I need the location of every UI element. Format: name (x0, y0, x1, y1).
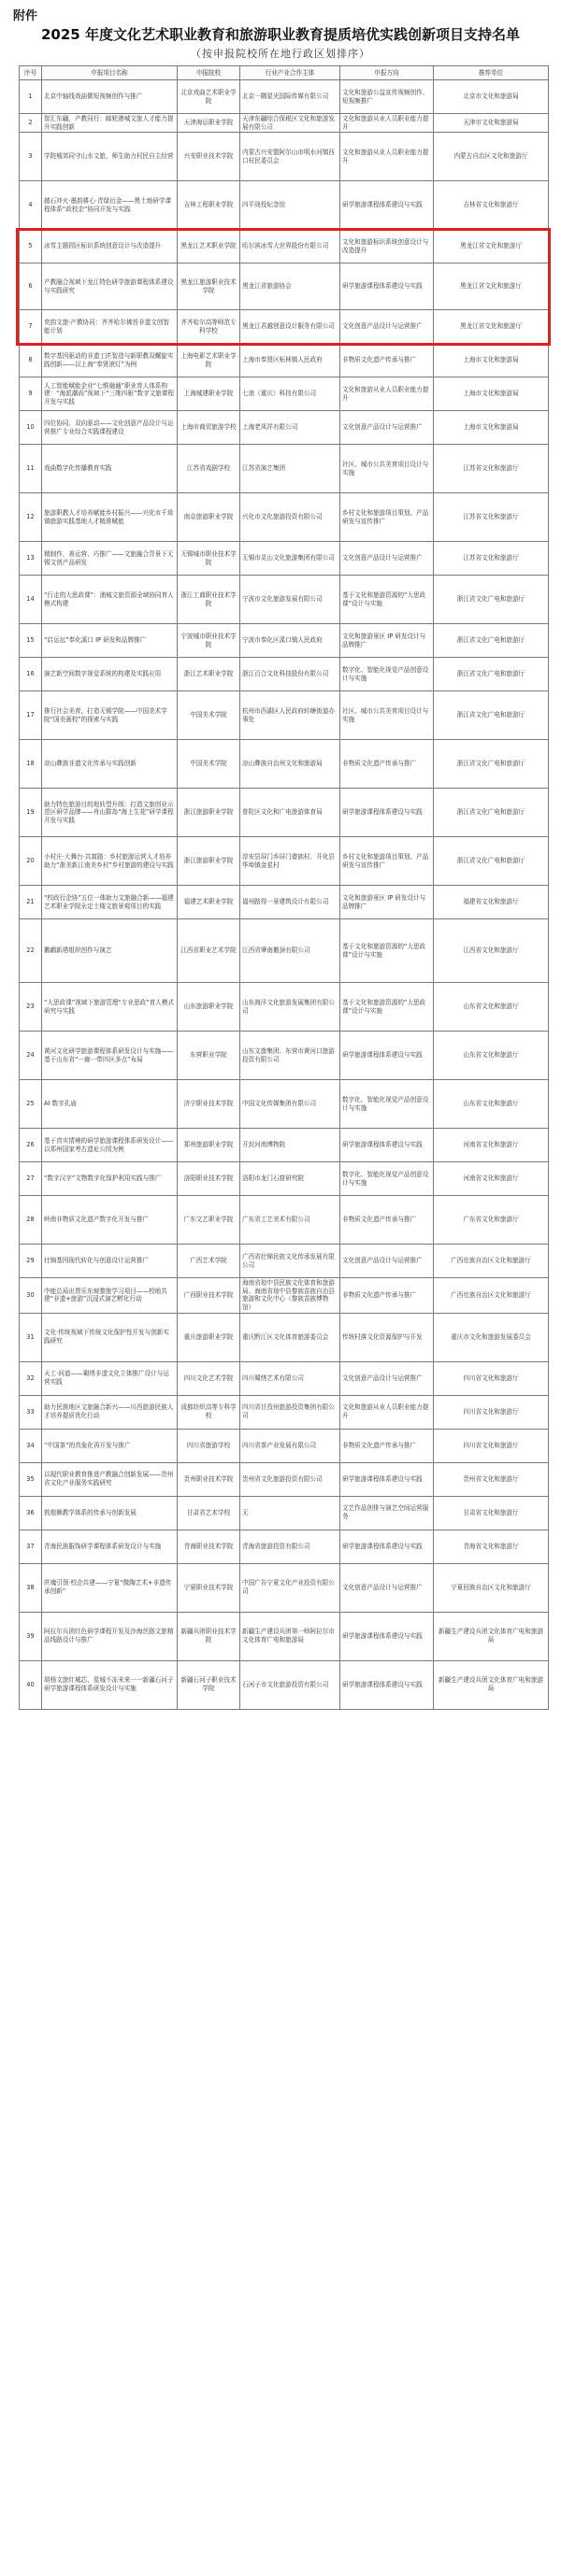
cell-recommender: 内蒙古自治区文化和旅游厅 (434, 133, 549, 181)
cell-partner: 无锡市灵山文化旅游集团有限公司 (240, 542, 340, 576)
cell-school: 新疆兵团职业技术学院 (178, 1612, 240, 1660)
cell-recommender: 新疆生产建设兵团文化体育广电和旅游局 (434, 1612, 549, 1660)
cell-project-name: 冰雪主题园区标识系统创意设计与改造提升 (42, 230, 178, 263)
cell-no: 15 (20, 624, 42, 658)
cell-no: 16 (20, 658, 42, 691)
cell-no: 17 (20, 691, 42, 740)
cell-direction: 研学旅游课程体系建设与实践 (340, 1462, 434, 1496)
cell-school: 成都纺织高等专科学校 (178, 1395, 240, 1429)
cell-direction: 文化创意产品设计与运营推广 (340, 310, 434, 344)
table-row (20, 691, 549, 740)
cell-no: 35 (20, 1462, 42, 1496)
cell-direction: 文化和旅游从业人员职业能力提升 (340, 1395, 434, 1429)
cell-recommender: 浙江省文化广电和旅游厅 (434, 624, 549, 658)
cell-project-name: 中能总局出贾乐东坡黎旅学习项目——校地共建“非遗+旅游”沉浸式演艺孵化行动 (42, 1278, 178, 1313)
cell-recommender: 浙江省文化广电和旅游厅 (434, 837, 549, 886)
cell-partner: 淳安县屏门乡屏门畲族村、开化县华埠镇金星村 (240, 837, 340, 886)
cell-project-name: 戏曲数字化传播教育实践 (42, 445, 178, 493)
cell-partner: 开封河南博物院 (240, 1129, 340, 1162)
cell-project-name: 数字基因驱动的非遗工匠智造与新职教双螺旋实践创新——以上海“奉贤滚灯”为例 (42, 344, 178, 377)
cell-recommender: 广东省文化和旅游厅 (434, 1196, 549, 1245)
cell-recommender: 甘肃省文化和旅游厅 (434, 1496, 549, 1530)
table-row (20, 1462, 549, 1496)
cell-recommender: 黑龙江省文化和旅游厅 (434, 310, 549, 344)
cell-no: 1 (20, 80, 42, 114)
cell-project-name: 助力特色旅游目的地转型升级：打造文旅创业示范区研学品牌——舟山群岛“海上生花”研学课程开发与实践 (42, 789, 178, 837)
cell-partner: 浙江百合文化科技股份有限公司 (240, 658, 340, 691)
cell-recommender: 黑龙江省文化和旅游厅 (434, 230, 549, 263)
cell-partner: 广西省壮锦民族文化传承发展有限公司 (240, 1245, 340, 1278)
project-list-table-wrapper (19, 65, 548, 1710)
cell-no: 26 (20, 1129, 42, 1162)
cell-school: 黑龙江旅游职业技术学院 (178, 263, 240, 310)
cell-project-name: 凉山彝族非遗文化传承与实践创新 (42, 740, 178, 789)
cell-direction: 文化创意产品设计与运营推广 (340, 411, 434, 445)
cell-project-name: “启运坛”奉化溪口 IP 研发和品牌推广 (42, 624, 178, 658)
cell-direction: 文化创意产品设计与运营推广 (340, 1245, 434, 1278)
cell-partner: 黑龙江君越创意设计服务有限公司 (240, 310, 340, 344)
cell-partner: 天津东疆综合保税区文化和旅游发展有限公司 (240, 114, 340, 133)
cell-direction: 非物质文化遗产传承与推广 (340, 344, 434, 377)
cell-project-name: 鹅鹳新塔组织创作与演艺 (42, 919, 178, 983)
cell-no: 6 (20, 263, 42, 310)
cell-direction: 社区、城市公共美育项目设计与实施 (340, 445, 434, 493)
cell-direction: 非物质文化遗产传承与推广 (340, 1278, 434, 1313)
cell-no: 29 (20, 1245, 42, 1278)
cell-partner: 哈尔滨冰雪大世界股份有限公司 (240, 230, 340, 263)
cell-direction: 研学旅游课程体系建设与实践 (340, 1660, 434, 1709)
cell-project-name: “中国茶”的真象化再开发与推广 (42, 1429, 178, 1462)
cell-no: 31 (20, 1313, 42, 1361)
cell-project-name: 智汇东疆，产教同行：邮轮港城文旅人才能力提升实践创新 (42, 114, 178, 133)
cell-project-name: 学院城郊同守山水文旅，师生助力村民自主经营 (42, 133, 178, 181)
cell-no: 40 (20, 1660, 42, 1709)
cell-recommender: 河南省文化和旅游厅 (434, 1162, 549, 1196)
cell-recommender: 上海市文化和旅游局 (434, 411, 549, 445)
table-row (20, 983, 549, 1032)
cell-recommender: 四川省文化和旅游厅 (434, 1395, 549, 1429)
cell-direction: 数字化、智能化视觉产品创意设计与实施 (340, 1162, 434, 1196)
cell-project-name: 胡杨文旅红城芯、星城不冻未来一一新疆石河子研学旅游课程体系研发设计与实施 (42, 1660, 178, 1709)
table-row (20, 624, 549, 658)
cell-direction: 传统村落文化资源保护与开发 (340, 1313, 434, 1361)
cell-recommender: 江西省文化和旅游厅 (434, 919, 549, 983)
cell-partner: 黑龙江省旅游协会 (240, 263, 340, 310)
cell-no: 33 (20, 1395, 42, 1429)
cell-no: 34 (20, 1429, 42, 1462)
cell-project-name: 旅游职教人才培养赋能乡村振兴——兴化市千垛镇旅游实践基地人才精准赋能 (42, 493, 178, 542)
cell-direction: 研学旅游课程体系建设与实践 (340, 1612, 434, 1660)
cell-school: 中国美术学院 (178, 740, 240, 789)
cell-direction: 文化和旅游景区 IP 研发设计与品牌推广 (340, 624, 434, 658)
cell-school: 广西职业技术学院 (178, 1278, 240, 1313)
cell-recommender: 贵州省文化和旅游厅 (434, 1462, 549, 1496)
cell-recommender: 重庆市文化和旅游发展委员会 (434, 1313, 549, 1361)
cell-direction: 数字化、智能化视觉产品创意设计与实施 (340, 1080, 434, 1129)
cell-partner: 四川省甘孜州旅游投资集团有限公司 (240, 1395, 340, 1429)
cell-no: 3 (20, 133, 42, 181)
table-row (20, 1563, 549, 1612)
cell-school: 郑州旅游职业学院 (178, 1129, 240, 1162)
cell-school: 北京戏曲艺术职业学院 (178, 80, 240, 114)
table-row (20, 1129, 549, 1162)
cell-partner: 四川省茶产业发展有限公司 (240, 1429, 340, 1462)
cell-school: 浙江艺术职业学院 (178, 658, 240, 691)
header-school: 申报院校 (178, 66, 240, 80)
cell-school: 江西省职业艺术学院 (178, 919, 240, 983)
cell-recommender: 宁夏回族自治区文化和旅游厅 (434, 1563, 549, 1612)
cell-no: 28 (20, 1196, 42, 1245)
table-row (20, 658, 549, 691)
cell-project-name: 演艺新空间数字视觉系统的构建及实践应用 (42, 658, 178, 691)
cell-direction: 基于文化和旅游资源的“大思政课”设计与实施 (340, 919, 434, 983)
cell-school: 浙江旅游职业学院 (178, 789, 240, 837)
cell-school: 上海城建职业学院 (178, 377, 240, 411)
cell-recommender: 浙江省文化广电和旅游厅 (434, 691, 549, 740)
cell-project-name: 助力民族地区文旅融合新兴——川西旅游民族人才培养提质优化行动 (42, 1395, 178, 1429)
cell-direction: 文艺作品创排与演艺空间运营服务 (340, 1496, 434, 1530)
cell-direction: 文化和旅游从业人员职业能力提升 (340, 114, 434, 133)
cell-partner: 山东海洋文化旅游发展集团有限公司 (240, 983, 340, 1032)
cell-direction: 文化创意产品设计与运营推广 (340, 1563, 434, 1612)
table-row (20, 344, 549, 377)
cell-no: 24 (20, 1032, 42, 1080)
cell-school: 东营职业学院 (178, 1032, 240, 1080)
cell-partner: 石河子市文化旅游投资有限公司 (240, 1660, 340, 1709)
cell-recommender: 浙江省文化广电和旅游厅 (434, 576, 549, 624)
cell-project-name: 北京中轴线戏曲微短视频创作与推广 (42, 80, 178, 114)
cell-no: 38 (20, 1563, 42, 1612)
cell-partner: 江苏省演艺集团 (240, 445, 340, 493)
table-row (20, 411, 549, 445)
cell-project-name: 越石冲火·墨韵耕心·青绿衍金——黑土地研学课程体系“政校企”协同开发与实践 (42, 181, 178, 230)
table-row (20, 1162, 549, 1196)
table-row (20, 1530, 549, 1563)
table-header-row (20, 66, 549, 80)
cell-school: 兴安职业技术学院 (178, 133, 240, 181)
cell-school: 上海市商贸旅游学校 (178, 411, 240, 445)
cell-recommender: 青海省文化和旅游厅 (434, 1530, 549, 1563)
table-row (20, 1612, 549, 1660)
cell-school: 青海职业技术学院 (178, 1530, 240, 1563)
cell-recommender: 上海市文化和旅游局 (434, 344, 549, 377)
cell-project-name: “数字汉字”文物数字化保护利用实践与推广 (42, 1162, 178, 1196)
cell-partner: 杭州市西湖区人民政府转塘街道办事处 (240, 691, 340, 740)
cell-no: 19 (20, 789, 42, 837)
table-row (20, 1361, 549, 1395)
cell-no: 30 (20, 1278, 42, 1313)
table-row (20, 263, 549, 310)
cell-partner: 重庆黔江区文化体育旅游委员会 (240, 1313, 340, 1361)
cell-school: 甘肃省艺术学校 (178, 1496, 240, 1530)
cell-school: 上海电影艺术职业学院 (178, 344, 240, 377)
cell-school: 洛阳职业技术学院 (178, 1162, 240, 1196)
table-row (20, 1660, 549, 1709)
cell-project-name: 推行社会美育，打造无锡学院——中国美术学院“国美画校”的探索与实践 (42, 691, 178, 740)
cell-school: 齐齐哈尔高等师范专科学校 (178, 310, 240, 344)
table-row (20, 1313, 549, 1361)
cell-project-name: 敦煌舞教学体系的传承与创新发展 (42, 1496, 178, 1530)
cell-project-name: 产教融合视域下龙江特色研学旅游课程体系建设与实践研究 (42, 263, 178, 310)
table-row (20, 1429, 549, 1462)
cell-direction: 文化和旅游从业人员职业能力提升 (340, 133, 434, 181)
cell-recommender: 四川省文化和旅游厅 (434, 1361, 549, 1395)
cell-school: 南京旅游职业学院 (178, 493, 240, 542)
cell-no: 21 (20, 886, 42, 919)
cell-project-name: 文化·传统视域下传统文化保护性开发与创新实践研究 (42, 1313, 178, 1361)
cell-direction: 研学旅游课程体系建设与实践 (340, 181, 434, 230)
cell-partner: 上海老凤祥有限公司 (240, 411, 340, 445)
table-row (20, 1032, 549, 1080)
table-row (20, 542, 549, 576)
cell-no: 8 (20, 344, 42, 377)
cell-project-name: “校政行企协”五位一体助力文旅融合新——福建艺术职业学院永定土楼文旅景观项目的实践 (42, 886, 178, 919)
cell-recommender: 江苏省文化和旅游厅 (434, 542, 549, 576)
cell-no: 32 (20, 1361, 42, 1395)
cell-school: 贵州职业技术学院 (178, 1462, 240, 1496)
table-row (20, 740, 549, 789)
cell-direction: 研学旅游课程体系建设与实践 (340, 789, 434, 837)
cell-partner: 北京一隅星光国际传媒有限公司 (240, 80, 340, 114)
cell-no: 4 (20, 181, 42, 230)
cell-recommender: 黑龙江省文化和旅游厅 (434, 263, 549, 310)
cell-school: 宁夏职业技术学院 (178, 1563, 240, 1612)
table-row (20, 1395, 549, 1429)
cell-direction: 乡村文化和旅游项目策划、产品研发与宣传推广 (340, 837, 434, 886)
table-row (20, 1196, 549, 1245)
table-body (20, 80, 549, 1710)
cell-recommender: 吉林省文化和旅游厅 (434, 181, 549, 230)
cell-direction: 研学旅游课程体系建设与实践 (340, 1129, 434, 1162)
cell-project-name: 天工·问道——蜀绣非遗文化立体推广设计与运营实践 (42, 1361, 178, 1395)
cell-no: 25 (20, 1080, 42, 1129)
cell-direction: 文化和旅游景区 IP 研发设计与品牌推广 (340, 886, 434, 919)
cell-partner: 青海省旅游投资有限公司 (240, 1530, 340, 1563)
cell-no: 5 (20, 230, 42, 263)
cell-school: 江苏省戏剧学校 (178, 445, 240, 493)
cell-partner: 洛阳市龙门石窟研究院 (240, 1162, 340, 1196)
cell-partner: 无 (240, 1496, 340, 1530)
cell-no: 2 (20, 114, 42, 133)
table-row (20, 310, 549, 344)
table-row (20, 1245, 549, 1278)
cell-school: 山东旅游职业学院 (178, 983, 240, 1032)
cell-school: 中国美术学院 (178, 691, 240, 740)
cell-no: 37 (20, 1530, 42, 1563)
cell-direction: 研学旅游课程体系建设与实践 (340, 1032, 434, 1080)
cell-no: 36 (20, 1496, 42, 1530)
table-row (20, 133, 549, 181)
cell-project-name: 岭南非物质文化遗产数字化开发与推广 (42, 1196, 178, 1245)
table-row (20, 114, 549, 133)
header-direction: 申报方向 (340, 66, 434, 80)
cell-direction: 研学旅游课程体系建设与实践 (340, 1530, 434, 1563)
cell-project-name: 青海民族服饰研学课程体系研发设计与实施 (42, 1530, 178, 1563)
header-partner: 行业产业合作主体 (240, 66, 340, 80)
cell-project-name: 精制作，善运营、巧推广——文旅融合背景下无锡文创产品研发 (42, 542, 178, 576)
table-row (20, 80, 549, 114)
table-row (20, 1278, 549, 1313)
cell-partner: 中国文化传媒集团有限公司 (240, 1080, 340, 1129)
cell-project-name: 四位协同、双向驱动——文化创意产品设计与运营推广专业综合实践课程建设 (42, 411, 178, 445)
cell-no: 20 (20, 837, 42, 886)
cell-recommender: 广西壮族自治区文化和旅游厅 (434, 1245, 549, 1278)
cell-recommender: 河南省文化和旅游厅 (434, 1129, 549, 1162)
cell-partner: 山东文旅集团、东营市黄河口旅游投资有限公司 (240, 1032, 340, 1080)
cell-no: 23 (20, 983, 42, 1032)
cell-partner: 新疆生产建设兵团第一师阿拉尔市文化体育广电和旅游局 (240, 1612, 340, 1660)
cell-direction: 文化和旅游公益宣传视频创作、短视频推广 (340, 80, 434, 114)
cell-project-name: 黄河文化研学旅游课程体系研发设计与实施——基于山东省“一廊一带四区多点”布局 (42, 1032, 178, 1080)
cell-recommender: 北京市文化和旅游局 (434, 80, 549, 114)
cell-direction: 文化和旅游从业人员职业能力提升 (340, 377, 434, 411)
cell-project-name: 阿拉尔兵团红色研学课程开发及沙海丝路文旅精品线路设计与推广 (42, 1612, 178, 1660)
cell-partner: 上海市奉贤区柘林镇人民政府 (240, 344, 340, 377)
header-no: 序号 (20, 66, 42, 80)
cell-school: 四川文化艺术学院 (178, 1361, 240, 1395)
cell-partner: 宁波市文化旅游发展有限公司 (240, 576, 340, 624)
header-project-name: 申报项目名称 (42, 66, 178, 80)
cell-recommender: 江苏省文化和旅游厅 (434, 445, 549, 493)
cell-partner: 普陀区文化和广电旅游体育局 (240, 789, 340, 837)
table-row (20, 493, 549, 542)
cell-partner: 贵州省文化旅游投资有限公司 (240, 1462, 340, 1496)
table-row (20, 230, 549, 263)
cell-direction: 文化创意产品设计与运营推广 (340, 542, 434, 576)
cell-no: 14 (20, 576, 42, 624)
table-row (20, 789, 549, 837)
cell-recommender: 浙江省文化广电和旅游厅 (434, 740, 549, 789)
cell-recommender: 上海市文化和旅游局 (434, 377, 549, 411)
cell-partner: 四平战役纪念馆 (240, 181, 340, 230)
cell-direction: 非物质文化遗产传承与推广 (340, 740, 434, 789)
cell-school: 浙江旅游职业学院 (178, 837, 240, 886)
cell-direction: 非物质文化遗产传承与推广 (340, 1429, 434, 1462)
cell-partner: 四川蜀绣艺术有限公司 (240, 1361, 340, 1395)
cell-no: 9 (20, 377, 42, 411)
cell-project-name: 奕韵文旅·产教协同：齐齐哈尔佛旨非遗文创智能计划 (42, 310, 178, 344)
cell-project-name: 以现代职业教育推进产教融合创新发展——贵州省文化产业服务实践研究 (42, 1462, 178, 1496)
cell-partner: 广东省工艺美术有限公司 (240, 1196, 340, 1245)
cell-partner: 兴化市文化旅游投资有限公司 (240, 493, 340, 542)
cell-school: 浙江工商职业技术学院 (178, 576, 240, 624)
cell-recommender: 福建省文化和旅游厅 (434, 886, 549, 919)
page-subtitle: （按申报院校所在地行政区划排序） (191, 48, 370, 60)
attachment-label: 附件 (13, 9, 38, 23)
cell-no: 10 (20, 411, 42, 445)
cell-school: 福建艺术职业学院 (178, 886, 240, 919)
table-row (20, 837, 549, 886)
table-row (20, 1496, 549, 1530)
cell-school: 黑龙江艺术职业学院 (178, 230, 240, 263)
cell-school: 宁波城市职业技术学院 (178, 624, 240, 658)
cell-no: 13 (20, 542, 42, 576)
cell-school: 广东文艺职业学院 (178, 1196, 240, 1245)
cell-no: 27 (20, 1162, 42, 1196)
cell-school: 天津海运职业学院 (178, 114, 240, 133)
cell-project-name: AI 数字孔庙 (42, 1080, 178, 1129)
cell-partner: 江西省肇南鹅颈有限公司 (240, 919, 340, 983)
project-list-table (19, 65, 549, 1710)
cell-no: 7 (20, 310, 42, 344)
cell-direction: 基于文化和旅游资源的“大思政课”设计与实施 (340, 983, 434, 1032)
cell-project-name: “行走的大思政课”：浦城文旅资源全域协同育人模式构建 (42, 576, 178, 624)
cell-no: 18 (20, 740, 42, 789)
cell-school: 四川省旅游学校 (178, 1429, 240, 1462)
cell-recommender: 四川省文化和旅游厅 (434, 1429, 549, 1462)
cell-no: 39 (20, 1612, 42, 1660)
cell-partner: 中国广告宁夏文化产业投资有限公司 (240, 1563, 340, 1612)
cell-direction: 研学旅游课程体系建设与实践 (340, 263, 434, 310)
cell-recommender: 新疆生产建设兵团文化体育广电和旅游局 (434, 1660, 549, 1709)
cell-no: 12 (20, 493, 42, 542)
cell-school: 济宁职业技术学院 (178, 1080, 240, 1129)
page-title: 2025 年度文化艺术职业教育和旅游职业教育提质培优实践创新项目支持名单 (41, 26, 520, 43)
cell-recommender: 山东省文化和旅游厅 (434, 1080, 549, 1129)
cell-partner: 七浪（重庆）科技有限公司 (240, 377, 340, 411)
cell-project-name: 壮锦基因现代转化与创意设计运营推广 (42, 1245, 178, 1278)
cell-partner: 海南省琼中县民族文化体育和旅游局、海南省琼中县黎族苗族自治县旅游和文化中心（黎族苗族博物馆） (240, 1278, 340, 1313)
cell-direction: 文化和旅游标识系统创意设计与改造提升 (340, 230, 434, 263)
cell-project-name: 人工智能赋能企业“七维融通”职业育人体系构建：“海派潮尚”视域下“三维四驱”数字文旅课程开发与实践 (42, 377, 178, 411)
cell-partner: 宁波市奉化区溪口镇人民政府 (240, 624, 340, 658)
cell-partner: 内蒙古兴安盟阿尔山市明水河镇西口村民委员会 (240, 133, 340, 181)
cell-partner: 福州路得一景建筑设计有限公司 (240, 886, 340, 919)
cell-direction: 数字化、智能化视觉产品创意设计与实施 (340, 658, 434, 691)
cell-recommender: 山东省文化和旅游厅 (434, 983, 549, 1032)
cell-direction: 社区、城市公共美育项目设计与实施 (340, 691, 434, 740)
cell-project-name: 匠魂引领·校企共建——宁夏“微陶艺术+非遗传承创新” (42, 1563, 178, 1612)
cell-school: 吉林工程职业学院 (178, 181, 240, 230)
header-recommender: 推荐单位 (434, 66, 549, 80)
cell-direction: 基于文化和旅游资源的“大思政课”设计与实施 (340, 576, 434, 624)
cell-recommender: 浙江省文化广电和旅游厅 (434, 658, 549, 691)
table-row (20, 919, 549, 983)
cell-recommender: 浙江省文化广电和旅游厅 (434, 789, 549, 837)
table-row (20, 181, 549, 230)
cell-direction: 文化创意产品设计与运营推广 (340, 1361, 434, 1395)
cell-school: 重庆旅游职业学院 (178, 1313, 240, 1361)
cell-school: 新疆石河子职业技术学院 (178, 1660, 240, 1709)
cell-recommender: 江苏省文化和旅游厅 (434, 493, 549, 542)
cell-project-name: 小村庄·大舞台·共富路：乡村旅游运营人才培养助力“浙美新江南美乡村”乡村旅游的建设与实践 (42, 837, 178, 886)
cell-project-name: “大思政课”视域下旅游管理“专业思政”育人模式研究与实践 (42, 983, 178, 1032)
cell-recommender: 广西壮族自治区文化和旅游厅 (434, 1278, 549, 1313)
cell-school: 无锡城市职业技术学院 (178, 542, 240, 576)
cell-partner: 凉山彝族自治州文化和旅游局 (240, 740, 340, 789)
table-row (20, 576, 549, 624)
table-row (20, 445, 549, 493)
cell-school: 广西艺术学院 (178, 1245, 240, 1278)
cell-project-name: 基于真实情境的研学旅游课程体系研发设计——以郑州国家考古遗址公园为例 (42, 1129, 178, 1162)
table-row (20, 1080, 549, 1129)
cell-no: 22 (20, 919, 42, 983)
cell-recommender: 天津市文化和旅游局 (434, 114, 549, 133)
cell-recommender: 山东省文化和旅游厅 (434, 1032, 549, 1080)
table-row (20, 377, 549, 411)
cell-no: 11 (20, 445, 42, 493)
cell-direction: 非物质文化遗产传承与推广 (340, 1196, 434, 1245)
table-row (20, 886, 549, 919)
cell-direction: 乡村文化和旅游项目策划、产品研发与宣传推广 (340, 493, 434, 542)
